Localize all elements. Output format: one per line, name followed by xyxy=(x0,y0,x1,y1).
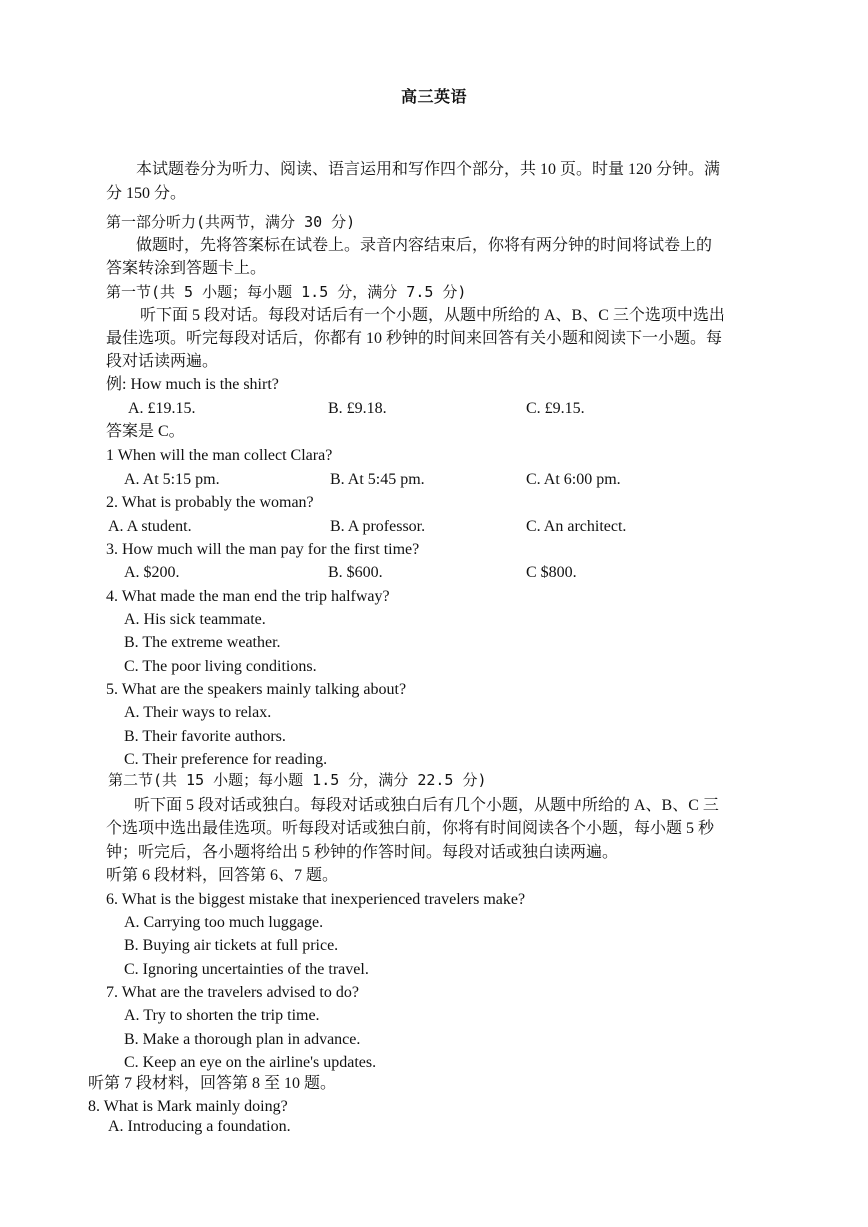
material-note: 听第 7 段材料，回答第 8 至 10 题。 xyxy=(88,1075,337,1092)
option-b: B. The extreme weather. xyxy=(124,634,281,651)
page-title: 高三英语 xyxy=(400,89,467,106)
option-b: B. A professor. xyxy=(330,518,426,535)
instruction-line: 听下面 5 段对话。每段对话后有一个小题，从题中所给的 A、B、C 三个选项中选出 xyxy=(140,307,725,324)
option-c: C. £9.15. xyxy=(526,400,585,417)
instruction-line: 钟；听完后，各小题将给出 5 秒钟的作答时间。每段对话或独白读两遍。 xyxy=(106,844,619,861)
section1-heading: 第一节(共 5 小题；每小题 1.5 分，满分 7.5 分) xyxy=(106,283,467,301)
option-b: B. Buying air tickets at full price. xyxy=(124,937,339,954)
instruction-line: 听下面 5 段对话或独白。每段对话或独白后有几个小题，从题中所给的 A、B、C 三 xyxy=(134,797,719,814)
option-a: A. His sick teammate. xyxy=(124,611,266,628)
option-a: A. A student. xyxy=(108,518,192,535)
intro-line: 分 150 分。 xyxy=(106,185,187,202)
option-a: A. At 5:15 pm. xyxy=(124,471,220,488)
question: 8. What is Mark mainly doing? xyxy=(88,1098,288,1115)
option-a: A. Try to shorten the trip time. xyxy=(124,1007,320,1024)
example-answer: 答案是 C。 xyxy=(106,423,185,440)
option-b: B. Their favorite authors. xyxy=(124,728,286,745)
instruction-line: 做题时，先将答案标在试卷上。录音内容结束后，你将有两分钟的时间将试卷上的 xyxy=(136,237,713,254)
option-a: A. $200. xyxy=(124,564,180,581)
question: 7. What are the travelers advised to do? xyxy=(106,984,359,1001)
question: 5. What are the speakers mainly talking about? xyxy=(106,681,407,698)
option-c: C. The poor living conditions. xyxy=(124,658,317,675)
question: 6. What is the biggest mistake that inexperienced travelers make? xyxy=(106,891,526,908)
part1-heading: 第一部分听力(共两节，满分 30 分) xyxy=(106,213,356,231)
option-c: C. At 6:00 pm. xyxy=(526,471,621,488)
option-a: A. Their ways to relax. xyxy=(124,704,272,721)
section2-heading: 第二节(共 15 小题；每小题 1.5 分，满分 22.5 分) xyxy=(108,771,487,789)
question: 4. What made the man end the trip halfway? xyxy=(106,588,390,605)
option-b: B. £9.18. xyxy=(328,400,387,417)
option-b: B. $600. xyxy=(328,564,383,581)
option-c: C. An architect. xyxy=(526,518,627,535)
question: 2. What is probably the woman? xyxy=(106,494,314,511)
option-a: A. Carrying too much luggage. xyxy=(124,914,324,931)
question: 1 When will the man collect Clara? xyxy=(106,447,333,464)
option-a: A. £19.15. xyxy=(128,400,196,417)
option-c: C. Their preference for reading. xyxy=(124,751,328,768)
option-c: C. Keep an eye on the airline's updates. xyxy=(124,1054,377,1071)
option-c: C. Ignoring uncertainties of the travel. xyxy=(124,961,369,978)
option-b: B. Make a thorough plan in advance. xyxy=(124,1031,361,1048)
instruction-line: 最佳选项。听完每段对话后，你都有 10 秒钟的时间来回答有关小题和阅读下一小题。每 xyxy=(106,330,723,347)
instruction-line: 答案转涂到答题卡上。 xyxy=(106,260,267,277)
option-b: B. At 5:45 pm. xyxy=(330,471,425,488)
option-c: C $800. xyxy=(526,564,577,581)
instruction-line: 段对话读两遍。 xyxy=(106,353,219,370)
instruction-line: 个选项中选出最佳选项。听每段对话或独白前，你将有时间阅读各个小题，每小题 5 秒 xyxy=(106,820,715,837)
question: 3. How much will the man pay for the first time? xyxy=(106,541,420,558)
material-note: 听第 6 段材料，回答第 6、7 题。 xyxy=(106,867,339,884)
intro-line: 本试题卷分为听力、阅读、语言运用和写作四个部分，共 10 页。时量 120 分钟。满 xyxy=(136,161,721,178)
option-a: A. Introducing a foundation. xyxy=(108,1118,291,1135)
example-question: 例: How much is the shirt? xyxy=(106,376,279,393)
